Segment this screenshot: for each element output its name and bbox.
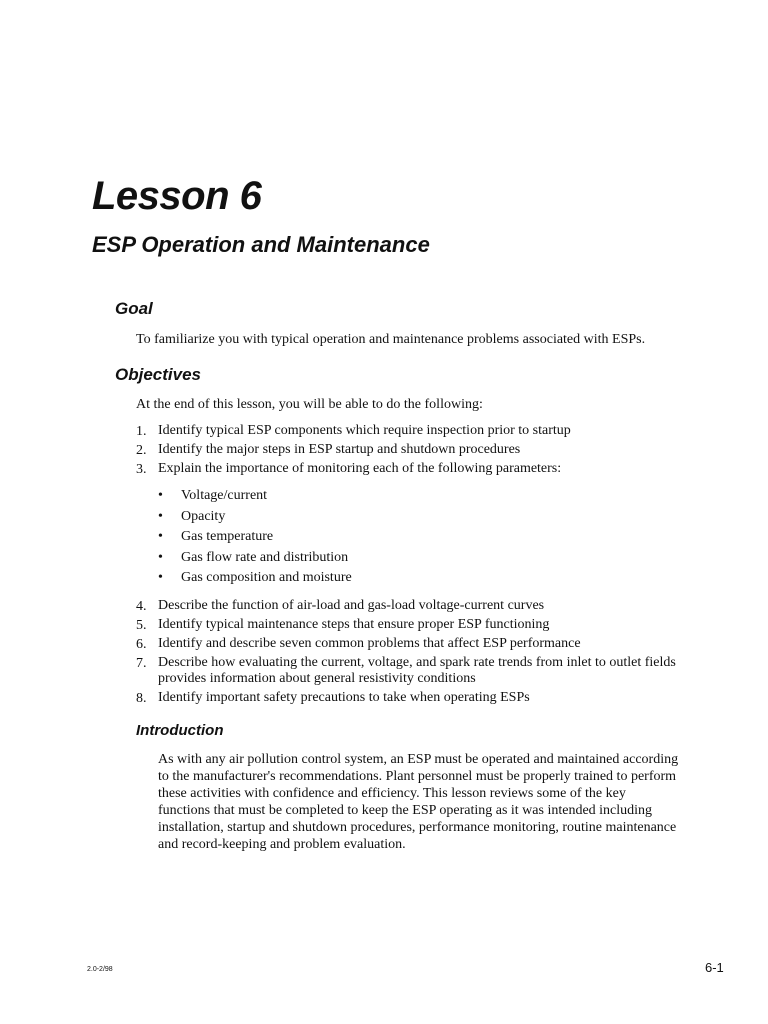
objective-number: 3.: [136, 462, 147, 477]
parameter-item: • Opacity: [158, 507, 352, 528]
objectives-list-part-2: [136, 597, 696, 708]
objectives-heading: Objectives: [115, 365, 201, 384]
introduction-text: As with any air pollution control system, an ESP must be operated and maintained according to the manufacturer's recommendations. Plant personnel must be properly trained to perform these activities with confidence and efficiency. This lesson reviews some of the key functions that must be completed to keep the ESP operating as it was intended including installation, startup and shutdown procedures, performance monitoring, routine maintenance and record-keeping and problem evaluation.: [158, 752, 679, 852]
objectives-list-part-1: [136, 422, 696, 479]
parameter-item: • Voltage/current: [158, 486, 352, 507]
objective-number: 4.: [136, 599, 147, 614]
objective-number: 1.: [136, 424, 147, 439]
page-number: 6-1: [705, 960, 724, 975]
objective-text: Describe the function of air-load and gas-load voltage-current curves: [158, 598, 545, 613]
objective-text: Describe how evaluating the current, voltage, and spark rate trends from inlet to outlet fields provides information about general resistivity conditions: [158, 655, 676, 686]
objective-item: [136, 635, 696, 654]
parameter-item: • Gas temperature: [158, 527, 352, 548]
objective-number: 6.: [136, 637, 147, 652]
introduction-heading: Introduction: [136, 722, 224, 739]
objective-number: 7.: [136, 656, 147, 671]
objective-number: 2.: [136, 443, 147, 458]
objective-number: 8.: [136, 691, 147, 706]
objective-item: [136, 597, 696, 616]
objective-item: [136, 422, 696, 441]
objective-item: [136, 460, 696, 479]
objective-text: Identify the major steps in ESP startup and shutdown procedures: [158, 442, 521, 457]
lesson-title: Lesson 6: [92, 174, 262, 218]
goal-heading: Goal: [115, 299, 153, 318]
parameter-item: • Gas flow rate and distribution: [158, 548, 352, 569]
objective-item: [136, 441, 696, 460]
parameter-item: • Gas composition and moisture: [158, 568, 352, 589]
footer-version: 2.0-2/98: [87, 966, 113, 973]
objective-item: [136, 616, 696, 635]
objective-item: [136, 689, 696, 708]
lesson-subtitle: ESP Operation and Maintenance: [92, 232, 430, 257]
objective-item: [136, 654, 696, 689]
goal-text: To familiarize you with typical operation and maintenance problems associated with ESPs.: [136, 332, 646, 347]
objective-number: 5.: [136, 618, 147, 633]
parameters-bullet-list: [158, 486, 352, 589]
objective-text: Identify important safety precautions to take when operating ESPs: [158, 690, 530, 705]
objective-text: Identify typical maintenance steps that ensure proper ESP functioning: [158, 617, 550, 632]
objectives-intro: At the end of this lesson, you will be able to do the following:: [136, 397, 483, 412]
objective-text: Identify typical ESP components which require inspection prior to startup: [158, 423, 571, 438]
objective-text: Identify and describe seven common problems that affect ESP performance: [158, 636, 581, 651]
objective-text: Explain the importance of monitoring each of the following parameters:: [158, 461, 562, 476]
